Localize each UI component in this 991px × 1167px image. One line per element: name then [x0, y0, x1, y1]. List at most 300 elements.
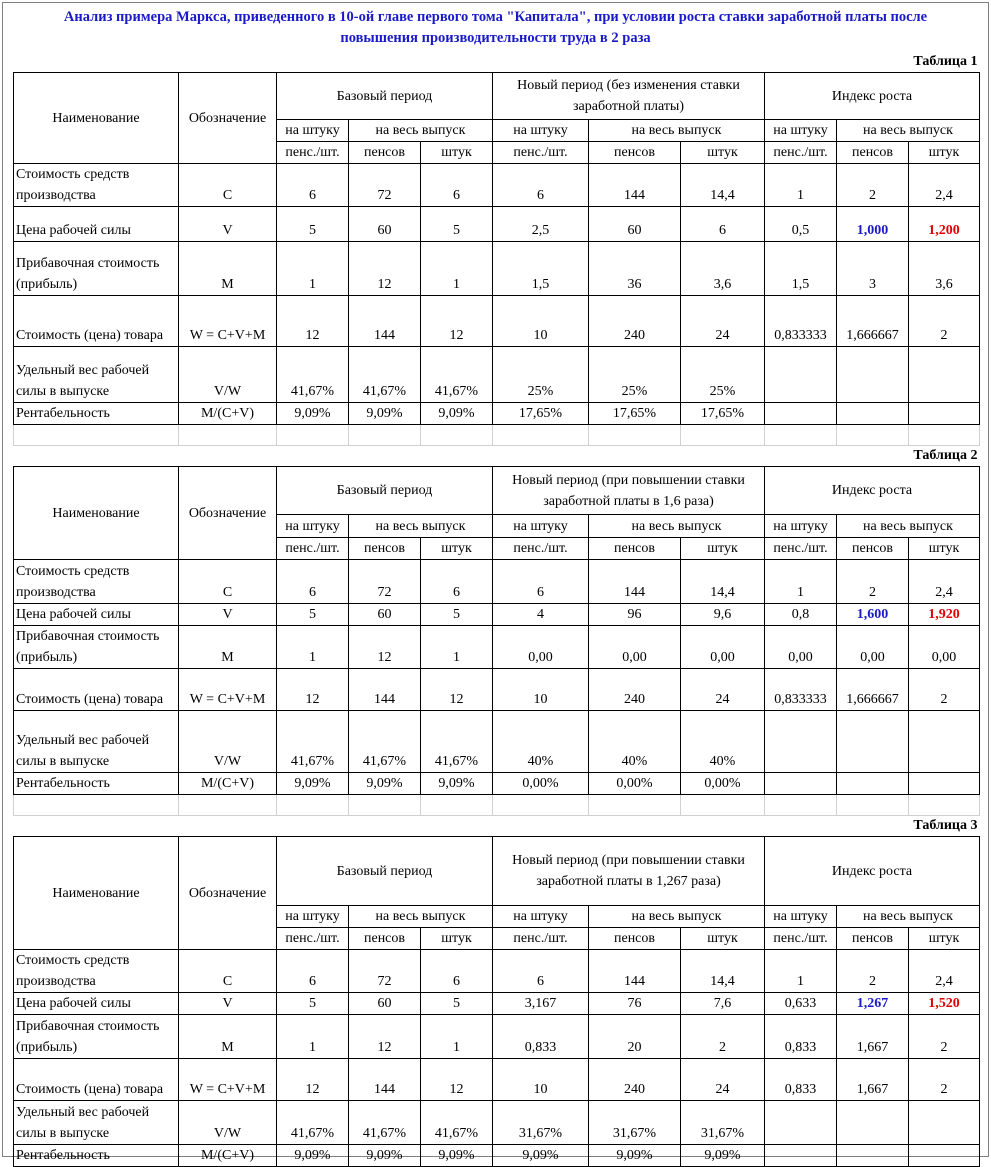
- empty-cell: [493, 795, 589, 816]
- value-cell: 41,67%: [277, 711, 349, 773]
- value-cell: 4: [493, 604, 589, 626]
- table-row: [14, 711, 980, 773]
- row-code: M: [179, 242, 277, 296]
- value-cell: 0,5: [765, 207, 837, 242]
- value-cell: 10: [493, 669, 589, 711]
- title-line-2: повышения производительности труда в 2 раза: [340, 30, 651, 46]
- empty-cell: [421, 425, 493, 446]
- header-per-unit: на штуку: [277, 120, 349, 142]
- value-cell: 0,00: [837, 626, 909, 669]
- header-per-unit: на штуку: [277, 515, 349, 538]
- row-name: Цена рабочей силы: [14, 993, 179, 1015]
- empty-cell: [589, 795, 681, 816]
- value-cell: 3,6: [909, 242, 980, 296]
- value-cell: 31,67%: [681, 1101, 765, 1145]
- value-cell: 12: [277, 669, 349, 711]
- value-cell: 1: [421, 1015, 493, 1059]
- value-cell: 9,09%: [493, 1145, 589, 1167]
- header-new-period: Новый период (без изменения ставки заработной платы): [493, 73, 765, 120]
- value-cell: 9,09%: [589, 1145, 681, 1167]
- page-title: [3, 7, 988, 49]
- value-cell: 6: [681, 207, 765, 242]
- value-cell: 3,6: [681, 242, 765, 296]
- value-cell: 12: [421, 296, 493, 347]
- row-code: V: [179, 604, 277, 626]
- value-cell: 2: [837, 950, 909, 993]
- value-cell: 240: [589, 1059, 681, 1101]
- row-name: Удельный вес рабочей силы в выпуске: [14, 711, 179, 773]
- value-cell: 1,667: [837, 1015, 909, 1059]
- empty-cell: [421, 795, 493, 816]
- value-cell: 1,200: [909, 207, 980, 242]
- value-cell: 14,4: [681, 950, 765, 993]
- unit-pence-per-piece: пенс./шт.: [765, 538, 837, 560]
- header-per-unit: на штуку: [493, 906, 589, 928]
- value-cell: 10: [493, 1059, 589, 1101]
- header-per-unit: на штуку: [765, 906, 837, 928]
- value-cell: 5: [277, 207, 349, 242]
- unit-pieces: штук: [421, 538, 493, 560]
- value-cell: 0,833: [765, 1059, 837, 1101]
- header-name: Наименование: [14, 837, 179, 950]
- header-base-period: Базовый период: [277, 467, 493, 515]
- header-name: Наименование: [14, 467, 179, 560]
- value-cell: 24: [681, 669, 765, 711]
- empty-cell: [14, 795, 179, 816]
- row-name: Удельный вес рабочей силы в выпуске: [14, 347, 179, 403]
- row-code: M/(C+V): [179, 1145, 277, 1167]
- value-cell: 17,65%: [589, 403, 681, 425]
- value-cell: 0,00%: [589, 773, 681, 795]
- value-cell: 41,67%: [421, 347, 493, 403]
- row-name: Стоимость средств производства: [14, 560, 179, 604]
- row-name: Удельный вес рабочей силы в выпуске: [14, 1101, 179, 1145]
- empty-cell: [765, 425, 837, 446]
- row-name: Прибавочная стоимость (прибыль): [14, 242, 179, 296]
- table-label: Таблица 1: [14, 51, 980, 73]
- table-row: [14, 773, 980, 795]
- value-cell: 2,4: [909, 950, 980, 993]
- value-cell: 0,833: [765, 1015, 837, 1059]
- value-cell: 31,67%: [493, 1101, 589, 1145]
- data-table-2: [13, 445, 980, 816]
- row-name: Рентабельность: [14, 773, 179, 795]
- header-index: Индекс роста: [765, 467, 980, 515]
- row-code: M/(C+V): [179, 403, 277, 425]
- header-new-period: Новый период (при повышении ставки заработной платы в 1,267 раза): [493, 837, 765, 906]
- header-index: Индекс роста: [765, 837, 980, 906]
- header-base-period: Базовый период: [277, 73, 493, 120]
- value-cell: 2: [909, 669, 980, 711]
- value-cell: 9,09%: [421, 403, 493, 425]
- table-row: [14, 1145, 980, 1167]
- value-cell: 10: [493, 296, 589, 347]
- value-cell: 2,4: [909, 560, 980, 604]
- empty-cell: [277, 425, 349, 446]
- row-code: W = C+V+M: [179, 669, 277, 711]
- value-cell: 5: [277, 604, 349, 626]
- value-cell: 1: [421, 242, 493, 296]
- value-cell: 2: [681, 1015, 765, 1059]
- empty-cell: [681, 795, 765, 816]
- table-row: [14, 669, 980, 711]
- value-cell: 1,600: [837, 604, 909, 626]
- value-cell: [909, 347, 980, 403]
- value-cell: 1: [765, 560, 837, 604]
- value-cell: 9,09%: [277, 773, 349, 795]
- value-cell: 9,09%: [421, 773, 493, 795]
- value-cell: 9,09%: [277, 1145, 349, 1167]
- row-name: Цена рабочей силы: [14, 604, 179, 626]
- table-row: [14, 242, 980, 296]
- header-per-output: на весь выпуск: [589, 906, 765, 928]
- unit-pence: пенсов: [837, 142, 909, 164]
- value-cell: 0,00: [493, 626, 589, 669]
- value-cell: 36: [589, 242, 681, 296]
- value-cell: 9,09%: [421, 1145, 493, 1167]
- value-cell: 12: [349, 626, 421, 669]
- value-cell: 144: [589, 560, 681, 604]
- unit-pieces: штук: [681, 928, 765, 950]
- unit-pence: пенсов: [589, 142, 681, 164]
- value-cell: 2: [909, 1015, 980, 1059]
- value-cell: 72: [349, 560, 421, 604]
- header-code: Обозначение: [179, 837, 277, 950]
- empty-cell: [681, 425, 765, 446]
- value-cell: 0,00%: [493, 773, 589, 795]
- value-cell: 41,67%: [421, 1101, 493, 1145]
- value-cell: 24: [681, 296, 765, 347]
- value-cell: 0,833: [493, 1015, 589, 1059]
- value-cell: 41,67%: [349, 711, 421, 773]
- value-cell: 25%: [681, 347, 765, 403]
- value-cell: [837, 347, 909, 403]
- value-cell: 144: [349, 669, 421, 711]
- value-cell: 72: [349, 950, 421, 993]
- table-row: [14, 296, 980, 347]
- value-cell: [765, 773, 837, 795]
- unit-pence: пенсов: [837, 928, 909, 950]
- header-per-output: на весь выпуск: [589, 120, 765, 142]
- header-code: Обозначение: [179, 73, 277, 164]
- value-cell: 1: [421, 626, 493, 669]
- empty-cell: [179, 425, 277, 446]
- empty-cell: [837, 795, 909, 816]
- unit-pence-per-piece: пенс./шт.: [765, 142, 837, 164]
- row-code: M: [179, 1015, 277, 1059]
- value-cell: 60: [349, 207, 421, 242]
- value-cell: 144: [349, 296, 421, 347]
- value-cell: 144: [589, 950, 681, 993]
- value-cell: 2,5: [493, 207, 589, 242]
- value-cell: 6: [493, 560, 589, 604]
- value-cell: 96: [589, 604, 681, 626]
- value-cell: 17,65%: [493, 403, 589, 425]
- value-cell: 6: [421, 950, 493, 993]
- value-cell: 3,167: [493, 993, 589, 1015]
- row-name: Прибавочная стоимость (прибыль): [14, 626, 179, 669]
- value-cell: 0,00: [589, 626, 681, 669]
- value-cell: 24: [681, 1059, 765, 1101]
- table-label: Таблица 2: [14, 445, 980, 467]
- value-cell: 1,667: [837, 1059, 909, 1101]
- table-row: [14, 950, 980, 993]
- value-cell: [837, 403, 909, 425]
- value-cell: 6: [421, 164, 493, 207]
- row-code: C: [179, 950, 277, 993]
- value-cell: 240: [589, 296, 681, 347]
- value-cell: 12: [349, 242, 421, 296]
- table-label: Таблица 3: [14, 815, 980, 837]
- unit-pence-per-piece: пенс./шт.: [493, 928, 589, 950]
- value-cell: 1,666667: [837, 669, 909, 711]
- value-cell: [837, 711, 909, 773]
- row-code: V: [179, 207, 277, 242]
- value-cell: 25%: [589, 347, 681, 403]
- table-row: [14, 993, 980, 1015]
- value-cell: 17,65%: [681, 403, 765, 425]
- value-cell: 41,67%: [421, 711, 493, 773]
- value-cell: 12: [421, 1059, 493, 1101]
- value-cell: 2: [837, 164, 909, 207]
- value-cell: 31,67%: [589, 1101, 681, 1145]
- value-cell: 240: [589, 669, 681, 711]
- value-cell: 12: [277, 1059, 349, 1101]
- value-cell: [765, 1145, 837, 1167]
- row-code: V: [179, 993, 277, 1015]
- table-row: [14, 403, 980, 425]
- header-per-output: на весь выпуск: [349, 515, 493, 538]
- value-cell: 0,633: [765, 993, 837, 1015]
- value-cell: 6: [277, 164, 349, 207]
- value-cell: 0,833333: [765, 296, 837, 347]
- empty-cell: [909, 425, 980, 446]
- value-cell: 7,6: [681, 993, 765, 1015]
- value-cell: 2: [837, 560, 909, 604]
- unit-pence-per-piece: пенс./шт.: [277, 142, 349, 164]
- unit-pieces: штук: [681, 538, 765, 560]
- table-row: [14, 626, 980, 669]
- row-name: Стоимость (цена) товара: [14, 669, 179, 711]
- value-cell: 144: [349, 1059, 421, 1101]
- header-new-period: Новый период (при повышении ставки заработной платы в 1,6 раза): [493, 467, 765, 515]
- value-cell: 1,920: [909, 604, 980, 626]
- row-code: C: [179, 560, 277, 604]
- header-per-output: на весь выпуск: [349, 906, 493, 928]
- empty-cell: [14, 425, 179, 446]
- value-cell: 2: [909, 296, 980, 347]
- header-per-output: на весь выпуск: [837, 906, 980, 928]
- value-cell: 9,09%: [349, 403, 421, 425]
- value-cell: 5: [277, 993, 349, 1015]
- value-cell: 3: [837, 242, 909, 296]
- value-cell: [765, 347, 837, 403]
- value-cell: [765, 1101, 837, 1145]
- row-name: Рентабельность: [14, 1145, 179, 1167]
- row-code: M: [179, 626, 277, 669]
- unit-pence: пенсов: [349, 142, 421, 164]
- unit-pence-per-piece: пенс./шт.: [277, 928, 349, 950]
- unit-pieces: штук: [909, 538, 980, 560]
- value-cell: [909, 1101, 980, 1145]
- value-cell: 0,00: [681, 626, 765, 669]
- empty-cell: [837, 425, 909, 446]
- header-per-output: на весь выпуск: [837, 515, 980, 538]
- header-per-unit: на штуку: [493, 120, 589, 142]
- value-cell: 9,6: [681, 604, 765, 626]
- table-row: [14, 1015, 980, 1059]
- value-cell: 1: [765, 164, 837, 207]
- value-cell: 9,09%: [681, 1145, 765, 1167]
- value-cell: 14,4: [681, 164, 765, 207]
- header-name: Наименование: [14, 73, 179, 164]
- value-cell: 12: [421, 669, 493, 711]
- empty-cell: [349, 795, 421, 816]
- value-cell: 1,5: [493, 242, 589, 296]
- row-name: Стоимость (цена) товара: [14, 1059, 179, 1101]
- unit-pence: пенсов: [837, 538, 909, 560]
- value-cell: [765, 403, 837, 425]
- value-cell: 25%: [493, 347, 589, 403]
- value-cell: 9,09%: [349, 773, 421, 795]
- value-cell: 76: [589, 993, 681, 1015]
- row-name: Стоимость средств производства: [14, 950, 179, 993]
- header-per-unit: на штуку: [765, 120, 837, 142]
- value-cell: 5: [421, 207, 493, 242]
- value-cell: 40%: [681, 711, 765, 773]
- header-per-unit: на штуку: [493, 515, 589, 538]
- header-per-output: на весь выпуск: [837, 120, 980, 142]
- table-row: [14, 347, 980, 403]
- spreadsheet: [2, 2, 989, 1163]
- unit-pieces: штук: [681, 142, 765, 164]
- empty-cell: [765, 795, 837, 816]
- empty-cell: [909, 795, 980, 816]
- value-cell: [909, 403, 980, 425]
- value-cell: 9,09%: [277, 403, 349, 425]
- value-cell: 6: [493, 164, 589, 207]
- row-name: Прибавочная стоимость (прибыль): [14, 1015, 179, 1059]
- unit-pence-per-piece: пенс./шт.: [765, 928, 837, 950]
- value-cell: 41,67%: [349, 347, 421, 403]
- table-row: [14, 207, 980, 242]
- value-cell: 1,666667: [837, 296, 909, 347]
- value-cell: 6: [493, 950, 589, 993]
- value-cell: 0,00%: [681, 773, 765, 795]
- value-cell: 1,000: [837, 207, 909, 242]
- value-cell: [765, 711, 837, 773]
- table-row: [14, 164, 980, 207]
- header-index: Индекс роста: [765, 73, 980, 120]
- value-cell: 12: [349, 1015, 421, 1059]
- header-per-unit: на штуку: [765, 515, 837, 538]
- value-cell: 6: [277, 560, 349, 604]
- value-cell: 6: [421, 560, 493, 604]
- value-cell: 1: [765, 950, 837, 993]
- unit-pieces: штук: [909, 142, 980, 164]
- value-cell: 144: [589, 164, 681, 207]
- value-cell: 60: [349, 993, 421, 1015]
- row-code: M/(C+V): [179, 773, 277, 795]
- row-code: C: [179, 164, 277, 207]
- empty-cell: [589, 425, 681, 446]
- table-row: [14, 1059, 980, 1101]
- value-cell: [909, 773, 980, 795]
- row-code: V/W: [179, 711, 277, 773]
- value-cell: 2: [909, 1059, 980, 1101]
- value-cell: 60: [589, 207, 681, 242]
- value-cell: 41,67%: [277, 1101, 349, 1145]
- unit-pence-per-piece: пенс./шт.: [493, 538, 589, 560]
- value-cell: 5: [421, 993, 493, 1015]
- value-cell: [909, 1145, 980, 1167]
- row-code: V/W: [179, 1101, 277, 1145]
- value-cell: 60: [349, 604, 421, 626]
- value-cell: 0,00: [909, 626, 980, 669]
- value-cell: 40%: [589, 711, 681, 773]
- row-code: V/W: [179, 347, 277, 403]
- value-cell: 1,520: [909, 993, 980, 1015]
- unit-pieces: штук: [421, 142, 493, 164]
- unit-pence-per-piece: пенс./шт.: [493, 142, 589, 164]
- value-cell: 2,4: [909, 164, 980, 207]
- unit-pence: пенсов: [349, 538, 421, 560]
- value-cell: [837, 1101, 909, 1145]
- value-cell: 1: [277, 1015, 349, 1059]
- value-cell: [837, 1145, 909, 1167]
- header-per-unit: на штуку: [277, 906, 349, 928]
- row-name: Рентабельность: [14, 403, 179, 425]
- table-row: [14, 560, 980, 604]
- value-cell: 0,00: [765, 626, 837, 669]
- table-row: [14, 604, 980, 626]
- unit-pieces: штук: [421, 928, 493, 950]
- unit-pence: пенсов: [589, 928, 681, 950]
- header-per-output: на весь выпуск: [349, 120, 493, 142]
- value-cell: 6: [277, 950, 349, 993]
- row-code: W = C+V+M: [179, 1059, 277, 1101]
- row-name: Стоимость средств производства: [14, 164, 179, 207]
- empty-cell: [493, 425, 589, 446]
- header-base-period: Базовый период: [277, 837, 493, 906]
- data-table-3: [13, 815, 980, 1167]
- header-code: Обозначение: [179, 467, 277, 560]
- value-cell: 0,833333: [765, 669, 837, 711]
- value-cell: 1,5: [765, 242, 837, 296]
- row-name: Цена рабочей силы: [14, 207, 179, 242]
- value-cell: 1: [277, 626, 349, 669]
- empty-cell: [277, 795, 349, 816]
- data-table-1: [13, 51, 980, 446]
- value-cell: 72: [349, 164, 421, 207]
- value-cell: 0,8: [765, 604, 837, 626]
- value-cell: 14,4: [681, 560, 765, 604]
- value-cell: 41,67%: [349, 1101, 421, 1145]
- empty-cell: [179, 795, 277, 816]
- empty-cell: [349, 425, 421, 446]
- title-line-1: Анализ примера Маркса, приведенного в 10-ой главе первого тома "Капитала", при условии роста ставки заработной платы после: [63, 9, 928, 25]
- unit-pence: пенсов: [349, 928, 421, 950]
- value-cell: [837, 773, 909, 795]
- value-cell: 1: [277, 242, 349, 296]
- value-cell: 20: [589, 1015, 681, 1059]
- value-cell: 5: [421, 604, 493, 626]
- row-code: W = C+V+M: [179, 296, 277, 347]
- unit-pence-per-piece: пенс./шт.: [277, 538, 349, 560]
- row-name: Стоимость (цена) товара: [14, 296, 179, 347]
- value-cell: 40%: [493, 711, 589, 773]
- value-cell: 12: [277, 296, 349, 347]
